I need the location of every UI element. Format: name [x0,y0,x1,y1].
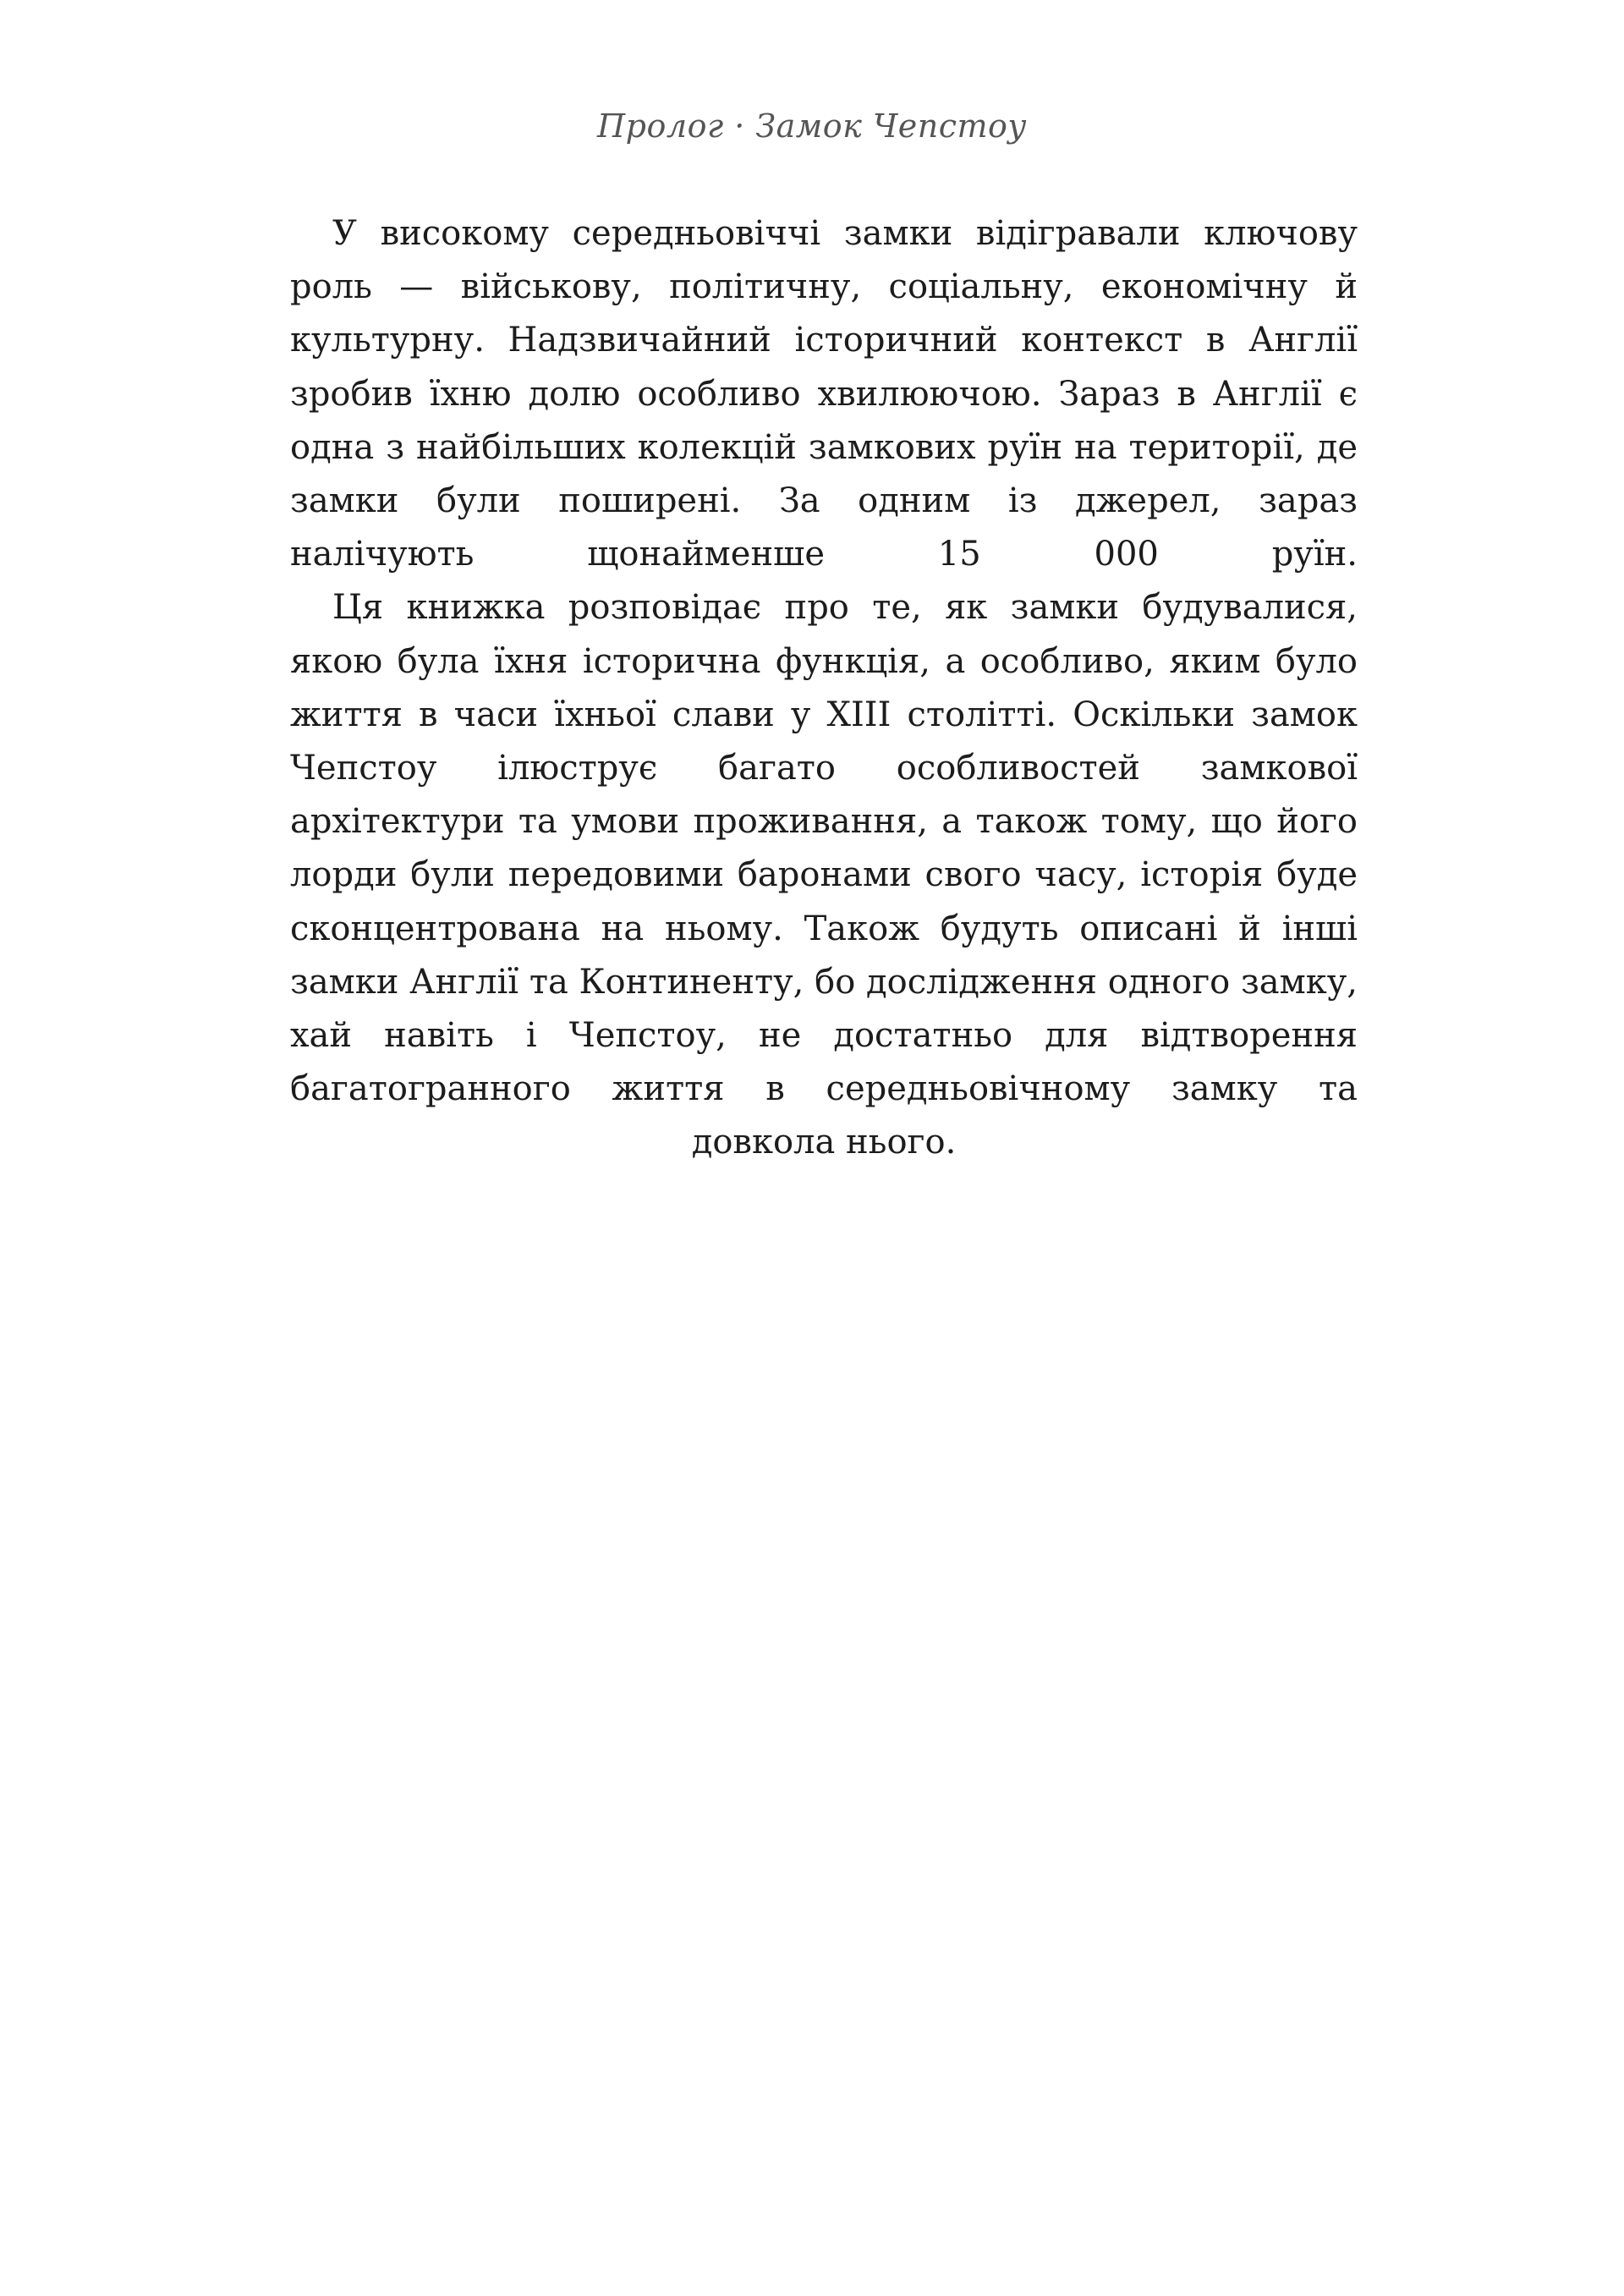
paragraph-2: Ця книжка розповідає про те, як замки будувалися, якою була їхня історична функція, а особливо, яким було життя в часи їхньої слави у XIII столітті. Оскільки замок Чепстоу ілюструє багато особливостей замкової архітектури та умови проживання, а також тому, що його лорди були передовими баронами свого часу, історія буде сконцентрована на ньому. Також будуть описані й інші замки Англії та Континенту, бо дослідження одного замку, хай навіть і Чепстоу, не достатньо для відтворення багатогранного життя в середньовічному замку та довкола нього. [290,588,1358,1162]
paragraph-1: У високому середньовіччі замки відігравали ключову роль — військову, політичну, соціальну, економічну й культурну. Надзвичайний історичний контекст в Англії зробив їхню долю особливо хвилюючою. Зараз в Англії є одна з найбільших колекцій замкових руїн на території, де замки були поширені. За одним із джерел, зараз налічують щонайменше 15 000 руїн. [290,214,1358,574]
body-text [290,207,1358,1170]
running-header: Пролог · Замок Чепстоу [597,107,1027,145]
